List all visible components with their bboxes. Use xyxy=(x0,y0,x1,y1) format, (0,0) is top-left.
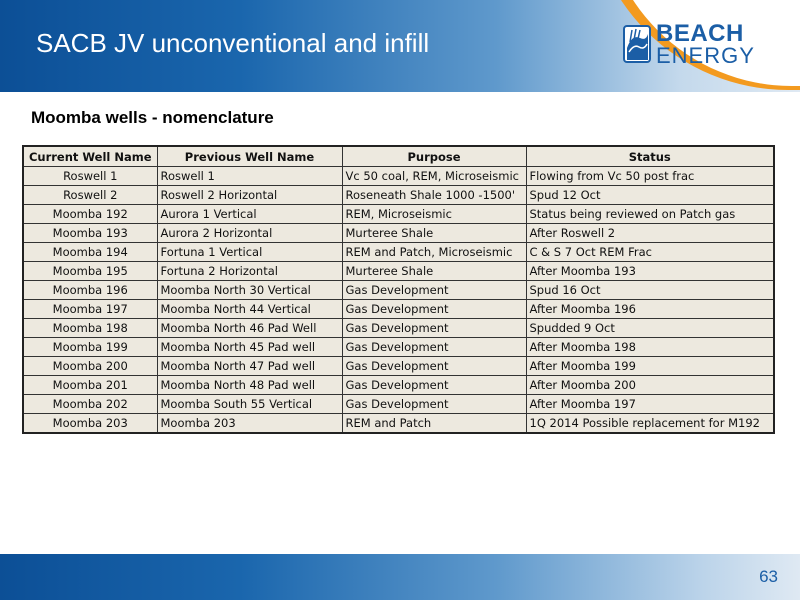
cell-status: After Moomba 198 xyxy=(526,338,774,357)
cell-current-well-name: Moomba 202 xyxy=(23,395,157,414)
cell-purpose: Murteree Shale xyxy=(342,224,526,243)
cell-current-well-name: Moomba 193 xyxy=(23,224,157,243)
cell-purpose: REM and Patch, Microseismic xyxy=(342,243,526,262)
cell-previous-well-name: Fortuna 1 Vertical xyxy=(157,243,342,262)
wave-emblem-icon xyxy=(622,22,652,66)
cell-current-well-name: Roswell 2 xyxy=(23,186,157,205)
table-row xyxy=(23,243,774,262)
table-row xyxy=(23,186,774,205)
cell-current-well-name: Moomba 197 xyxy=(23,300,157,319)
cell-previous-well-name: Moomba North 48 Pad well xyxy=(157,376,342,395)
cell-previous-well-name: Roswell 2 Horizontal xyxy=(157,186,342,205)
cell-status: Spud 16 Oct xyxy=(526,281,774,300)
header-purpose: Purpose xyxy=(342,146,526,167)
cell-purpose: Gas Development xyxy=(342,319,526,338)
header-previous-well-name: Previous Well Name xyxy=(157,146,342,167)
table-row xyxy=(23,414,774,434)
cell-previous-well-name: Moomba North 30 Vertical xyxy=(157,281,342,300)
cell-purpose: Gas Development xyxy=(342,395,526,414)
cell-previous-well-name: Aurora 2 Horizontal xyxy=(157,224,342,243)
cell-status: Spudded 9 Oct xyxy=(526,319,774,338)
table-row xyxy=(23,205,774,224)
table-row xyxy=(23,167,774,186)
cell-status: Spud 12 Oct xyxy=(526,186,774,205)
cell-previous-well-name: Moomba North 45 Pad well xyxy=(157,338,342,357)
table-body xyxy=(23,167,774,434)
slide-title: SACB JV unconventional and infill xyxy=(36,28,430,58)
logo-text-energy: ENERGY xyxy=(656,43,755,68)
section-subtitle: Moomba wells - nomenclature xyxy=(31,108,274,127)
footer-band xyxy=(0,554,800,600)
cell-purpose: Gas Development xyxy=(342,376,526,395)
cell-status: After Moomba 193 xyxy=(526,262,774,281)
cell-status: 1Q 2014 Possible replacement for M192 xyxy=(526,414,774,434)
cell-previous-well-name: Moomba South 55 Vertical xyxy=(157,395,342,414)
cell-status: After Moomba 199 xyxy=(526,357,774,376)
table-row xyxy=(23,224,774,243)
cell-status: After Moomba 200 xyxy=(526,376,774,395)
cell-previous-well-name: Moomba North 44 Vertical xyxy=(157,300,342,319)
cell-purpose: Vc 50 coal, REM, Microseismic xyxy=(342,167,526,186)
cell-status: Status being reviewed on Patch gas xyxy=(526,205,774,224)
wells-nomenclature-table xyxy=(22,145,775,434)
cell-purpose: Gas Development xyxy=(342,357,526,376)
cell-status: After Roswell 2 xyxy=(526,224,774,243)
cell-current-well-name: Moomba 199 xyxy=(23,338,157,357)
cell-status: After Moomba 196 xyxy=(526,300,774,319)
cell-current-well-name: Moomba 195 xyxy=(23,262,157,281)
table-row xyxy=(23,262,774,281)
table-row xyxy=(23,300,774,319)
cell-purpose: Gas Development xyxy=(342,300,526,319)
cell-purpose: Murteree Shale xyxy=(342,262,526,281)
table-row xyxy=(23,281,774,300)
header-status: Status xyxy=(526,146,774,167)
cell-current-well-name: Moomba 194 xyxy=(23,243,157,262)
table-row xyxy=(23,338,774,357)
cell-status: Flowing from Vc 50 post frac xyxy=(526,167,774,186)
table-header-row xyxy=(23,146,774,167)
table-row xyxy=(23,395,774,414)
page-number: 63 xyxy=(759,567,778,586)
company-logo xyxy=(588,0,800,92)
cell-previous-well-name: Fortuna 2 Horizontal xyxy=(157,262,342,281)
cell-previous-well-name: Aurora 1 Vertical xyxy=(157,205,342,224)
cell-current-well-name: Moomba 196 xyxy=(23,281,157,300)
table-row xyxy=(23,319,774,338)
cell-current-well-name: Moomba 201 xyxy=(23,376,157,395)
table-row xyxy=(23,357,774,376)
cell-previous-well-name: Roswell 1 xyxy=(157,167,342,186)
cell-current-well-name: Moomba 200 xyxy=(23,357,157,376)
cell-current-well-name: Moomba 192 xyxy=(23,205,157,224)
cell-purpose: Roseneath Shale 1000 -1500' xyxy=(342,186,526,205)
table-row xyxy=(23,376,774,395)
cell-purpose: REM and Patch xyxy=(342,414,526,434)
cell-purpose: Gas Development xyxy=(342,338,526,357)
logo-text-beach: BEACH xyxy=(656,20,744,47)
cell-current-well-name: Moomba 198 xyxy=(23,319,157,338)
cell-purpose: Gas Development xyxy=(342,281,526,300)
cell-current-well-name: Roswell 1 xyxy=(23,167,157,186)
cell-current-well-name: Moomba 203 xyxy=(23,414,157,434)
cell-previous-well-name: Moomba 203 xyxy=(157,414,342,434)
header-current-well-name: Current Well Name xyxy=(23,146,157,167)
cell-previous-well-name: Moomba North 46 Pad Well xyxy=(157,319,342,338)
cell-previous-well-name: Moomba North 47 Pad well xyxy=(157,357,342,376)
cell-status: After Moomba 197 xyxy=(526,395,774,414)
cell-purpose: REM, Microseismic xyxy=(342,205,526,224)
cell-status: C & S 7 Oct REM Frac xyxy=(526,243,774,262)
